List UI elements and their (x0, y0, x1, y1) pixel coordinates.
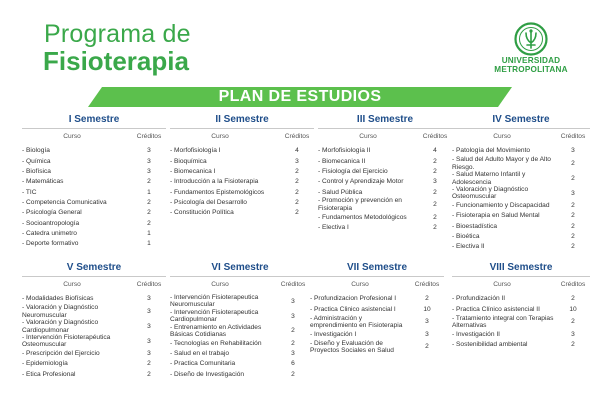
table-row (170, 197, 314, 207)
table-header (170, 279, 310, 291)
course-credits: 2 (433, 213, 437, 221)
course-name: - Biología (22, 147, 50, 155)
semester-block (170, 114, 314, 218)
semester-title: VII Semestre (346, 262, 408, 273)
table-row (170, 349, 310, 359)
course-name: - Valoración y Diagnóstico Osteomuscular (452, 185, 529, 201)
course-credits: 3 (291, 350, 295, 358)
table-row (452, 232, 590, 242)
course-credits: 2 (433, 188, 437, 196)
course-name: - Bioestadística (452, 222, 498, 230)
table-row (318, 146, 452, 156)
course-credits: 2 (291, 370, 295, 378)
course-column-header: Curso (359, 133, 377, 140)
table-row (22, 167, 166, 177)
course-credits: 2 (291, 339, 295, 347)
course-name: - Electiva I (318, 224, 349, 232)
course-credits: 2 (571, 174, 575, 182)
table-row (170, 146, 314, 156)
course-credits: 3 (425, 330, 429, 338)
table-row (452, 211, 590, 221)
course-name: - Prescripción del Ejercicio (22, 350, 100, 358)
semester-title: II Semestre (215, 114, 269, 125)
course-credits: 2 (295, 209, 299, 217)
course-name: - Química (22, 157, 51, 165)
course-name: - Control y Aprendizaje Motor (318, 178, 404, 186)
semester-divider (452, 128, 590, 129)
course-credits: 3 (147, 295, 151, 303)
table-row (310, 315, 444, 330)
table-row (452, 186, 590, 201)
semester-title: IV Semestre (492, 114, 550, 125)
course-credits: 3 (147, 168, 151, 176)
course-credits: 2 (295, 198, 299, 206)
course-name: - Investigación I (310, 330, 357, 338)
semester-divider (170, 276, 310, 277)
course-credits: 3 (147, 337, 151, 345)
course-name: - Psicología General (22, 209, 82, 217)
table-row (318, 187, 452, 197)
program-title-line1: Programa de (44, 20, 191, 48)
course-credits: 2 (571, 202, 575, 210)
course-credits: 10 (423, 305, 431, 313)
semester-block (22, 114, 166, 249)
table-header (452, 279, 590, 291)
course-credits: 2 (147, 209, 151, 217)
table-row (22, 359, 166, 369)
table-row (22, 369, 166, 379)
program-title-line2: Fisioterapia (43, 46, 189, 76)
table-row (170, 208, 314, 218)
semester-divider (318, 128, 452, 129)
course-name: - Salud del Adulto Mayor y de Alto Riesgo. (452, 156, 551, 171)
table-row (452, 221, 590, 231)
course-name: - Fisiología del Ejercicio (318, 168, 388, 176)
semester-divider (452, 276, 590, 277)
table-row (310, 294, 444, 304)
course-name: - Etica Profesional (22, 370, 76, 378)
course-name: - Investigación II (452, 330, 501, 338)
table-row (170, 369, 310, 379)
table-row (170, 294, 310, 309)
course-credits: 2 (147, 370, 151, 378)
course-name: - Matemáticas (22, 178, 64, 186)
course-name: - Morfofisiología II (318, 147, 371, 155)
course-credits: 3 (147, 308, 151, 315)
course-credits: 2 (433, 201, 437, 209)
course-credits: 2 (433, 157, 437, 165)
table-row (22, 187, 166, 197)
table-row (22, 177, 166, 187)
table-row (170, 177, 314, 187)
course-column-header: Curso (351, 281, 369, 288)
table-row (22, 304, 166, 319)
course-name: - Fundamentos Epistemológicos (170, 188, 265, 196)
course-name: - Socioantropología (22, 219, 80, 227)
course-name: - Tecnologías en Rehabilitación (170, 339, 262, 347)
semester-block (22, 262, 166, 380)
course-name: - Introducción a la Fisioterapia (170, 178, 259, 186)
table-row (318, 212, 452, 222)
table-row (310, 329, 444, 339)
table-row (318, 167, 452, 177)
table-row (452, 340, 590, 350)
course-name: - Entrenamiento en Actividades Básicas Cotidianas (170, 323, 262, 339)
course-credits: 6 (291, 360, 295, 368)
university-logo (484, 22, 578, 74)
course-name: - Sostenibilidad ambiental (452, 341, 528, 349)
course-credits: 2 (571, 222, 575, 230)
course-name: - Biomecanica I (170, 168, 216, 176)
course-credits: 4 (433, 147, 437, 155)
course-name: - Valoración y Diagnóstico Neuromuscular (22, 304, 99, 319)
table-row (318, 156, 452, 166)
course-credits: 2 (571, 341, 575, 349)
course-name: - Biofísica (22, 168, 51, 176)
credits-column-header: Créditos (136, 133, 162, 140)
credits-column-header: Créditos (284, 133, 310, 140)
course-name: - Fundamentos Metodológicos (318, 213, 407, 221)
course-credits: 2 (433, 168, 437, 176)
course-name: - Electiva II (452, 243, 485, 251)
course-credits: 2 (147, 360, 151, 368)
semester-title: VI Semestre (211, 262, 269, 273)
course-column-header: Curso (63, 133, 81, 140)
semester-block (452, 114, 590, 252)
table-row (310, 340, 444, 355)
course-name: - Practica Clínico asistencial II (452, 305, 540, 313)
semester-title: V Semestre (66, 262, 122, 273)
table-row (452, 329, 590, 339)
course-credits: 2 (433, 224, 437, 232)
course-credits: 2 (571, 295, 575, 303)
table-header (22, 131, 166, 143)
course-credits: 1 (147, 229, 151, 237)
table-row (452, 304, 590, 314)
table-row (452, 201, 590, 211)
course-name: - Biomecanica II (318, 157, 366, 165)
course-credits: 1 (147, 240, 151, 248)
course-credits: 2 (571, 243, 575, 251)
course-name: - Valoración y Diagnóstico Cardiopulmonar (22, 319, 99, 334)
course-credits: 3 (291, 297, 295, 305)
university-name-line2: METROPOLITANA (494, 65, 568, 74)
semester-divider (22, 276, 166, 277)
table-row (170, 338, 310, 348)
course-credits: 2 (571, 212, 575, 220)
course-column-header: Curso (63, 281, 81, 288)
semester-block (452, 262, 590, 350)
table-row (22, 294, 166, 304)
course-name: - Deporte formativo (22, 240, 79, 248)
course-credits: 3 (147, 322, 151, 330)
credits-column-header: Créditos (136, 281, 162, 288)
table-row (170, 309, 310, 324)
credits-column-header: Créditos (414, 281, 440, 288)
course-credits: 2 (295, 168, 299, 176)
course-name: - Funcionamiento y Discapacidad (452, 202, 550, 210)
course-name: - Promoción y prevención en Fisioterapia (318, 197, 402, 212)
table-row (452, 294, 590, 304)
course-name: - Bioquímica (170, 157, 207, 165)
course-credits: 2 (147, 198, 151, 206)
course-name: - Morfofisiología I (170, 147, 221, 155)
table-row (22, 156, 166, 166)
semester-title: VIII Semestre (489, 262, 553, 273)
table-row (452, 315, 590, 330)
table-row (22, 146, 166, 156)
credits-column-header: Créditos (422, 133, 448, 140)
course-name: - Psicología del Desarrollo (170, 198, 247, 206)
course-credits: 3 (433, 178, 437, 186)
course-credits: 2 (147, 219, 151, 227)
course-credits: 3 (147, 147, 151, 155)
course-credits: 3 (571, 330, 575, 338)
course-name: - Competencia Comunicativa (22, 198, 107, 206)
university-emblem-icon (514, 22, 548, 56)
course-credits: 2 (571, 318, 575, 326)
table-row (170, 156, 314, 166)
table-row (452, 146, 590, 156)
course-name: - Modalidades Biofísicas (22, 295, 94, 303)
course-credits: 2 (295, 178, 299, 186)
course-credits: 2 (291, 327, 295, 335)
course-credits: 3 (571, 189, 575, 197)
table-header (310, 279, 444, 291)
table-row (170, 187, 314, 197)
course-credits: 3 (147, 350, 151, 358)
course-name: - Practica Clinico asistencial I (310, 305, 396, 313)
course-name: - Diseño y Evaluación de Proyectos Sociales en Salud (310, 339, 394, 355)
table-row (452, 171, 590, 186)
course-name: - Profundización II (452, 295, 506, 303)
semester-divider (22, 128, 166, 129)
course-name: - Tratamiento integral con Terapias Alternativas (452, 314, 554, 329)
course-name: - Patología del Movimiento (452, 147, 531, 155)
table-row (22, 334, 166, 349)
course-name: - Fisioterapia en Salud Mental (452, 212, 540, 220)
course-name: - Catedra unimetro (22, 229, 77, 237)
course-name: - Intervención Fisioterapeutica Cardiopulmonar (170, 308, 259, 324)
course-name: - Practica Comunitaria (170, 360, 236, 368)
table-row (318, 177, 452, 187)
course-credits: 1 (147, 188, 151, 196)
course-name: - Intervención Fisioterapéutica Osteomuscular (22, 333, 111, 349)
course-name: - Salud Pública (318, 188, 363, 196)
course-name: - Intervención Fisioterapeutica Neuromuscular (170, 294, 259, 309)
course-credits: 10 (569, 305, 577, 313)
semester-block (170, 262, 310, 380)
course-name: - Salud en el trabajo (170, 350, 230, 358)
university-name-line1: UNIVERSIDAD (501, 56, 561, 65)
semester-divider (310, 276, 444, 277)
table-row (22, 239, 166, 249)
table-row (22, 349, 166, 359)
course-name: - Bioética (452, 233, 480, 241)
semester-block (318, 114, 452, 233)
course-column-header: Curso (493, 281, 511, 288)
course-credits: 3 (425, 318, 429, 326)
course-name: - Administración y emprendimiento en Fisioterapia (310, 314, 403, 329)
semester-divider (170, 128, 314, 129)
semester-block (310, 262, 444, 355)
table-row (452, 242, 590, 252)
table-row (310, 304, 444, 314)
course-name: - TIC (22, 188, 37, 196)
table-header (318, 131, 452, 143)
course-column-header: Curso (211, 133, 229, 140)
course-name: - Salud Materno Infantil y Adolescencia (452, 171, 526, 186)
table-row (170, 324, 310, 339)
course-credits: 2 (425, 343, 429, 351)
course-credits: 2 (295, 188, 299, 196)
course-credits: 3 (571, 147, 575, 155)
table-header (170, 131, 314, 143)
table-row (22, 208, 166, 218)
study-plan-banner (88, 87, 512, 107)
course-credits: 2 (425, 295, 429, 303)
table-row (170, 167, 314, 177)
table-row (318, 197, 452, 212)
table-row (22, 319, 166, 334)
course-name: - Epidemiología (22, 360, 68, 368)
semester-title: III Semestre (356, 114, 414, 125)
table-row (22, 228, 166, 238)
table-header (22, 279, 166, 291)
course-name: - Constitución Política (170, 209, 234, 217)
credits-column-header: Créditos (560, 281, 586, 288)
course-credits: 2 (147, 178, 151, 186)
course-credits: 2 (571, 233, 575, 241)
table-row (22, 197, 166, 207)
course-credits: 2 (571, 160, 575, 167)
course-credits: 3 (295, 157, 299, 165)
semester-title: I Semestre (68, 114, 120, 125)
course-name: - Profundizacion Profesional I (310, 295, 397, 303)
course-column-header: Curso (211, 281, 229, 288)
table-row (318, 223, 452, 233)
table-row (170, 359, 310, 369)
course-credits: 3 (147, 157, 151, 165)
course-credits: 4 (295, 147, 299, 155)
course-name: - Diseño de Investigación (170, 370, 245, 378)
course-column-header: Curso (493, 133, 511, 140)
table-row (22, 218, 166, 228)
credits-column-header: Créditos (280, 281, 306, 288)
table-row (452, 156, 590, 171)
table-header (452, 131, 590, 143)
course-credits: 3 (291, 312, 295, 320)
credits-column-header: Créditos (560, 133, 586, 140)
study-plan-title: PLAN DE ESTUDIOS (218, 88, 382, 105)
